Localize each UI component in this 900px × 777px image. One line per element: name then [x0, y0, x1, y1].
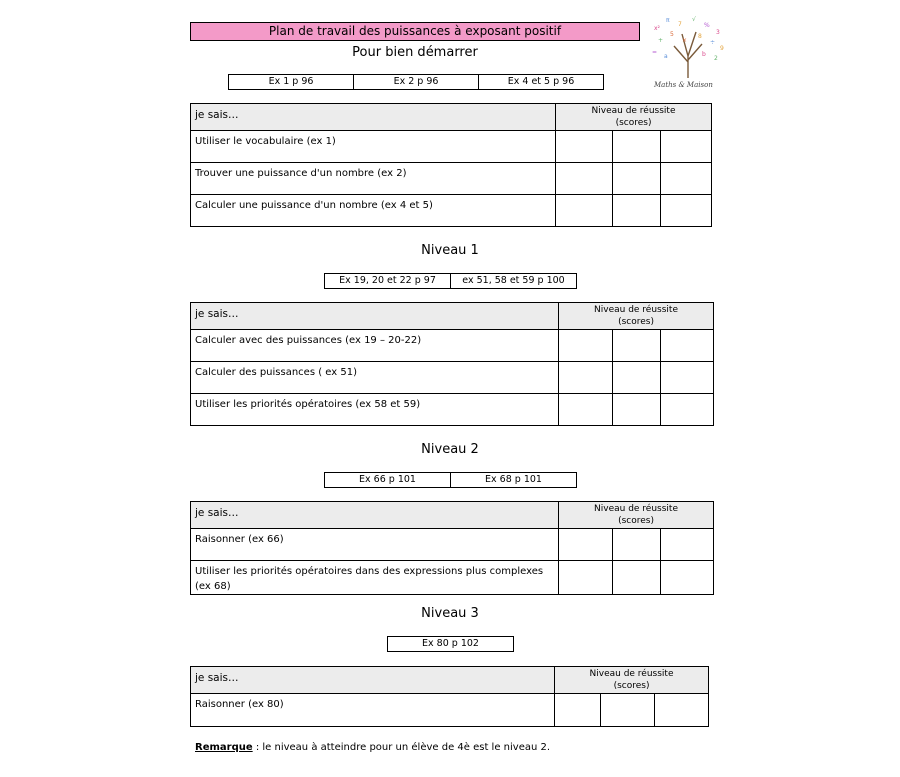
- svg-text:×: ×: [682, 37, 688, 44]
- svg-text:=: =: [652, 49, 658, 56]
- skill-label: Calculer une puissance d'un nombre (ex 4 et 5): [191, 195, 556, 227]
- skill-label: Utiliser le vocabulaire (ex 1): [191, 131, 556, 163]
- score-cell[interactable]: [613, 394, 661, 426]
- section-heading: Pour bien démarrer: [352, 45, 478, 60]
- remark-text: : le niveau à atteindre pour un élève de 4è est le niveau 2.: [252, 742, 551, 753]
- exercise-list: [228, 74, 604, 90]
- skills-table: [190, 103, 712, 227]
- header-niveau-line1: Niveau de réussite: [591, 106, 676, 116]
- score-cell[interactable]: [556, 195, 613, 227]
- exercise-ref: Ex 1 p 96: [268, 76, 314, 87]
- exercise-ref: Ex 68 p 101: [450, 473, 576, 487]
- table-row: [191, 330, 714, 362]
- score-cell[interactable]: [661, 561, 714, 595]
- score-cell[interactable]: [661, 131, 712, 163]
- score-cell[interactable]: [655, 694, 709, 727]
- skill-label: Raisonner (ex 66): [191, 529, 559, 561]
- header-niveau: [556, 104, 712, 131]
- header-niveau: [555, 667, 709, 694]
- table-row: [191, 694, 709, 727]
- skill-label: Calculer des puissances ( ex 51): [191, 362, 559, 394]
- exercise-list: [324, 273, 577, 289]
- score-cell[interactable]: [613, 529, 661, 561]
- exercise-list: [387, 636, 514, 652]
- skill-label: Calculer avec des puissances (ex 19 – 20-22): [191, 330, 559, 362]
- svg-text:b: b: [702, 51, 706, 58]
- header-niveau-line2: (scores): [613, 681, 650, 691]
- section-heading: Niveau 2: [421, 442, 479, 457]
- section-heading: Niveau 1: [421, 243, 479, 258]
- svg-text:8: 8: [698, 33, 702, 40]
- skill-label: Raisonner (ex 80): [191, 694, 555, 727]
- score-cell[interactable]: [613, 131, 661, 163]
- score-cell[interactable]: [661, 163, 712, 195]
- svg-text:x²: x²: [654, 25, 660, 32]
- header-niveau-line1: Niveau de réussite: [589, 669, 674, 679]
- header-je-sais: je sais…: [191, 303, 559, 330]
- score-cell[interactable]: [555, 694, 601, 727]
- svg-text:2: 2: [714, 55, 718, 62]
- table-header-row: [191, 104, 712, 131]
- header-niveau-line1: Niveau de réussite: [594, 504, 678, 514]
- header-je-sais: je sais…: [191, 667, 555, 694]
- score-cell[interactable]: [661, 330, 714, 362]
- exercise-ref: Ex 66 p 101: [359, 474, 416, 485]
- score-cell[interactable]: [613, 362, 661, 394]
- score-cell[interactable]: [556, 163, 613, 195]
- svg-text:9: 9: [720, 45, 724, 52]
- svg-text:π: π: [666, 17, 670, 24]
- page-title: Plan de travail des puissances à exposant positif: [190, 22, 640, 41]
- score-cell[interactable]: [559, 394, 613, 426]
- svg-text:3: 3: [716, 29, 720, 36]
- header-niveau: [559, 303, 714, 330]
- svg-text:√: √: [692, 16, 696, 23]
- exercise-ref: ex 51, 58 et 59 p 100: [450, 274, 576, 288]
- table-row: [191, 195, 712, 227]
- table-row: [191, 362, 714, 394]
- header-niveau-line2: (scores): [618, 317, 654, 327]
- table-header-row: [191, 502, 714, 529]
- table-row: [191, 163, 712, 195]
- exercise-ref: Ex 19, 20 et 22 p 97: [339, 275, 436, 286]
- exercise-ref: Ex 4 et 5 p 96: [478, 75, 603, 89]
- exercise-ref: Ex 2 p 96: [353, 75, 478, 89]
- skill-label: Utiliser les priorités opératoires dans des expressions plus complexes (ex 68): [191, 561, 559, 595]
- skill-label: Trouver une puissance d'un nombre (ex 2): [191, 163, 556, 195]
- score-cell[interactable]: [559, 561, 613, 595]
- table-row: [191, 561, 714, 595]
- header-niveau-line1: Niveau de réussite: [594, 305, 678, 315]
- score-cell[interactable]: [559, 362, 613, 394]
- svg-text:+: +: [658, 37, 664, 44]
- score-cell[interactable]: [613, 561, 661, 595]
- skills-table: [190, 666, 709, 727]
- svg-text:%: %: [704, 22, 710, 29]
- header-niveau: [559, 502, 714, 529]
- section-heading: Niveau 3: [421, 606, 479, 621]
- skill-label: Utiliser les priorités opératoires (ex 58 et 59): [191, 394, 559, 426]
- svg-text:7: 7: [678, 21, 682, 28]
- svg-text:÷: ÷: [710, 39, 716, 46]
- tree-logo-icon: [644, 12, 732, 90]
- score-cell[interactable]: [559, 330, 613, 362]
- svg-text:5: 5: [670, 31, 674, 38]
- skills-table: [190, 501, 714, 595]
- score-cell[interactable]: [613, 163, 661, 195]
- table-row: [191, 131, 712, 163]
- table-row: [191, 529, 714, 561]
- score-cell[interactable]: [613, 330, 661, 362]
- svg-text:a: a: [664, 53, 668, 60]
- table-row: [191, 394, 714, 426]
- skills-table: [190, 302, 714, 426]
- score-cell[interactable]: [601, 694, 655, 727]
- table-header-row: [191, 303, 714, 330]
- score-cell[interactable]: [661, 362, 714, 394]
- remark-label: Remarque: [195, 742, 253, 753]
- score-cell[interactable]: [559, 529, 613, 561]
- header-je-sais: je sais…: [191, 502, 559, 529]
- score-cell[interactable]: [661, 394, 714, 426]
- exercise-list: [324, 472, 577, 488]
- score-cell[interactable]: [661, 195, 712, 227]
- score-cell[interactable]: [613, 195, 661, 227]
- header-niveau-line2: (scores): [618, 516, 654, 526]
- score-cell[interactable]: [556, 131, 613, 163]
- score-cell[interactable]: [661, 529, 714, 561]
- exercise-ref: Ex 80 p 102: [422, 638, 479, 649]
- header-niveau-line2: (scores): [615, 118, 652, 128]
- logo-caption: Maths & Maison: [654, 81, 713, 89]
- remark: [195, 742, 550, 753]
- header-je-sais: je sais…: [191, 104, 556, 131]
- table-header-row: [191, 667, 709, 694]
